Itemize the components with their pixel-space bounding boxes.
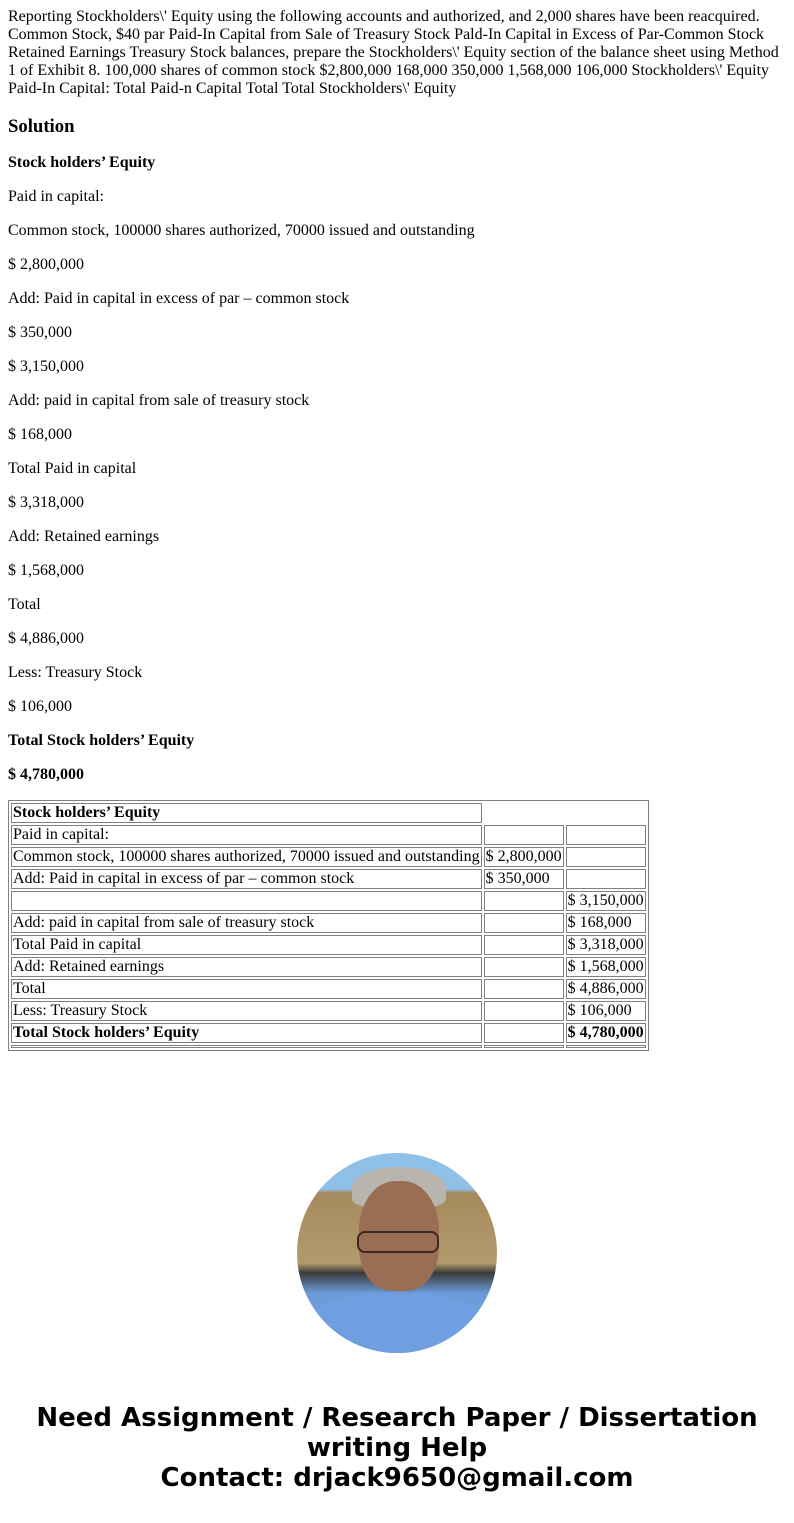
- row-amount: $ 2,800,000: [485, 848, 562, 865]
- author-avatar: [297, 1153, 497, 1353]
- solution-line: $ 106,000: [8, 698, 72, 715]
- solution-line: Add: paid in capital from sale of treasury stock: [8, 392, 310, 409]
- row-label: Add: paid in capital from sale of treasury stock: [11, 913, 482, 933]
- row-total: $ 168,000: [566, 913, 646, 933]
- table-row: [11, 847, 646, 867]
- solution-line: Add: Paid in capital in excess of par – common stock: [8, 290, 350, 307]
- footer-line-2: writing Help: [306, 1433, 488, 1463]
- row-amount: [484, 1023, 564, 1043]
- row-amount: [484, 979, 564, 999]
- table-title: Stock holders’ Equity: [11, 803, 482, 823]
- row-amount: $ 350,000: [484, 869, 564, 889]
- solution-line: $ 350,000: [8, 324, 72, 341]
- table-row-total: [11, 1023, 646, 1043]
- solution-line: $ 3,150,000: [8, 358, 84, 375]
- solution-line: $ 1,568,000: [8, 562, 84, 579]
- question-text: Reporting Stockholders\' Equity using the following accounts and authorized, and 2,000 shares have been reacquired. Common Stock, $40 par Paid-In Capital from Sale of Treasury Stock Pald-In Capital in Excess of Par-Common Stock Retained Earnings Treasury Stock balances, prepare the Stockholders\' Equity section of the balance sheet using Method 1 of Exhibit 8. 100,000 shares of common stock $2,800,000 168,000 350,000 1,568,000 106,000 Stockholders\' Equity Paid-In Capital: Total Paid-n Capital Total Total Stockholders\' Equity: [8, 8, 779, 97]
- table-row: [11, 825, 646, 845]
- row-total: [566, 825, 646, 845]
- solution-line: Total Paid in capital: [8, 460, 137, 477]
- solution-line: $ 4,886,000: [8, 630, 84, 647]
- table-row: [11, 891, 646, 911]
- row-amount: [484, 891, 564, 911]
- row-amount: [484, 957, 564, 977]
- table-row: [11, 957, 646, 977]
- row-label: Paid in capital:: [11, 825, 482, 845]
- row-amount: [484, 825, 564, 845]
- row-label: Common stock, 100000 shares authorized, 70000 issued and outstanding: [13, 848, 480, 865]
- avatar-glasses: [357, 1231, 439, 1253]
- solution-line: $ 4,780,000: [8, 766, 84, 783]
- footer-contact: Contact: drjack9650@gmail.com: [160, 1463, 634, 1493]
- row-total: $ 4,886,000: [567, 980, 644, 997]
- table-empty-row: [11, 1045, 646, 1048]
- row-amount: [484, 1001, 564, 1021]
- row-total: $ 106,000: [566, 1001, 646, 1021]
- solution-line: Total Stock holders’ Equity: [8, 732, 195, 749]
- solution-heading: Solution: [8, 116, 75, 137]
- footer-line-1: Need Assignment / Research Paper / Dissertation: [36, 1403, 758, 1433]
- solution-line: Add: Retained earnings: [8, 528, 160, 545]
- row-total: [566, 869, 646, 889]
- table-title-row: [11, 803, 646, 823]
- row-total: $ 3,318,000: [567, 936, 644, 953]
- solution-line: Total: [8, 596, 41, 613]
- row-amount: [484, 913, 564, 933]
- row-label: Add: Paid in capital in excess of par – common stock: [11, 869, 482, 889]
- table-row: [11, 1001, 646, 1021]
- contact-footer: [0, 1403, 794, 1493]
- row-label: Add: Retained earnings: [11, 957, 482, 977]
- avatar-shirt: [307, 1293, 487, 1353]
- row-amount: [484, 935, 564, 955]
- solution-lines: [8, 154, 786, 784]
- row-label: [11, 891, 482, 911]
- solution-line: $ 3,318,000: [8, 494, 84, 511]
- row-total: $ 3,150,000: [567, 892, 644, 909]
- solution-line: $ 168,000: [8, 426, 72, 443]
- row-label: Less: Treasury Stock: [11, 1001, 482, 1021]
- table-row: [11, 979, 646, 999]
- row-total: [566, 847, 646, 867]
- solution-line: Stock holders’ Equity: [8, 154, 156, 171]
- row-total: $ 4,780,000: [567, 1024, 644, 1041]
- table-row: [11, 913, 646, 933]
- solution-line: Paid in capital:: [8, 188, 104, 205]
- stockholders-equity-table: [8, 800, 649, 1051]
- solution-line: Less: Treasury Stock: [8, 664, 143, 681]
- row-label: Total: [11, 979, 482, 999]
- row-total: $ 1,568,000: [567, 958, 644, 975]
- row-label: Total Paid in capital: [11, 935, 482, 955]
- table-row: [11, 869, 646, 889]
- row-label: Total Stock holders’ Equity: [11, 1023, 482, 1043]
- solution-line: $ 2,800,000: [8, 256, 84, 273]
- table-row: [11, 935, 646, 955]
- solution-line: Common stock, 100000 shares authorized, 70000 issued and outstanding: [8, 222, 475, 239]
